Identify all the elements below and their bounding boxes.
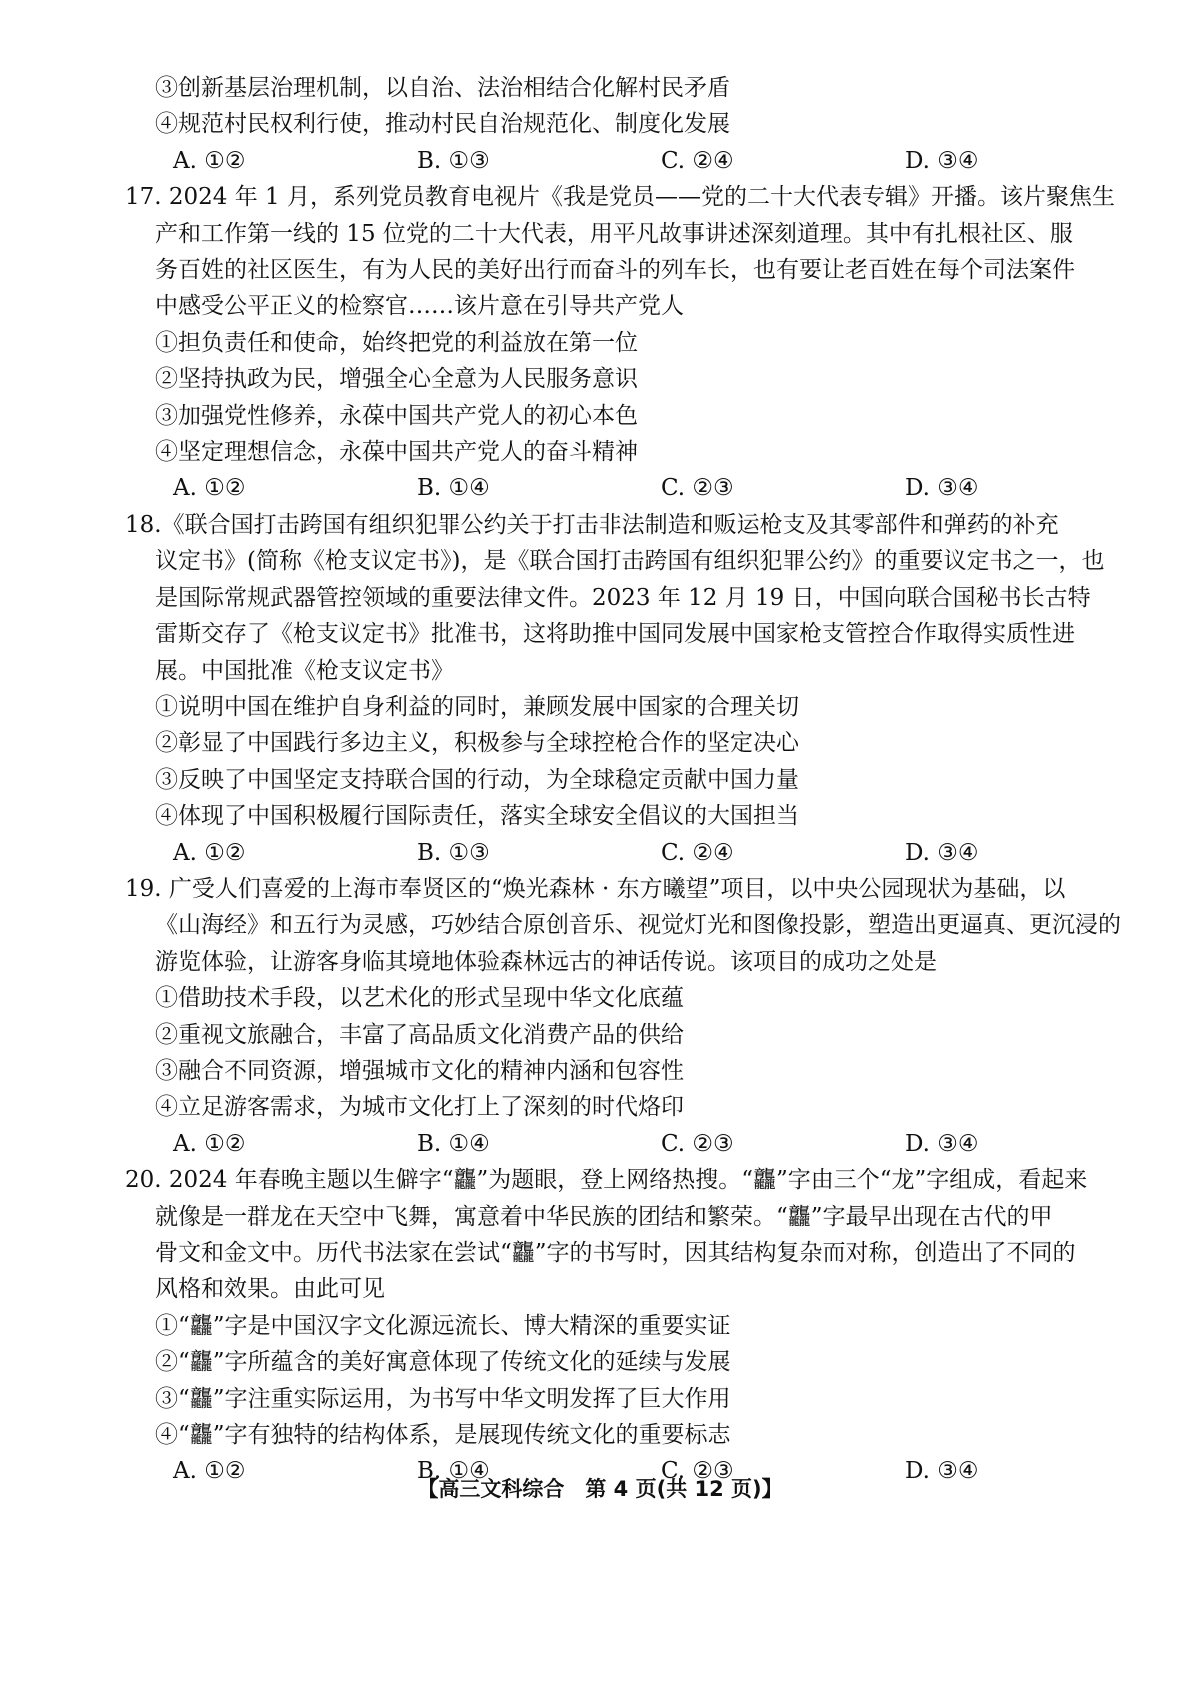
option-line: ③反映了中国坚定支持联合国的行动，为全球稳定贡献中国力量 (155, 766, 799, 793)
answer-c: C. ②④ (661, 839, 734, 866)
question-16-tail (125, 70, 1115, 179)
answer-a: A. ①② (173, 475, 246, 502)
answer-c: C. ②③ (661, 1458, 734, 1485)
question-stem-line: 17. 2024 年 1 月，系列党员教育电视片《我是党员——党的二十大代表专辑》开播。该片聚焦生 (125, 184, 1115, 211)
question-stem-line: 是国际常规武器管控领域的重要法律文件。2023 年 12 月 19 日，中国向联合国秘书长古特 (155, 584, 1091, 611)
question-stem-line: 就像是一群龙在天空中飞舞，寓意着中华民族的团结和繁荣。“龘”字最早出现在古代的甲 (155, 1203, 1053, 1230)
answer-a: A. ①② (173, 1130, 246, 1157)
answer-b: B. ①④ (417, 475, 490, 502)
option-line: ③“龘”字注重实际运用，为书写中华文明发挥了巨大作用 (155, 1385, 731, 1412)
question-stem-line: 风格和效果。由此可见 (155, 1276, 385, 1303)
question-stem-line: 中感受公平正义的检察官……该片意在引导共产党人 (155, 293, 684, 320)
option-line: ③加强党性修养，永葆中国共产党人的初心本色 (155, 402, 638, 429)
option-line: ②“龘”字所蕴含的美好寓意体现了传统文化的延续与发展 (155, 1349, 731, 1376)
question-17 (125, 179, 1115, 507)
question-18 (125, 507, 1115, 871)
answer-d: D. ③④ (905, 1130, 979, 1157)
answer-b: B. ①④ (417, 1130, 490, 1157)
answer-choices (125, 1126, 1115, 1162)
question-stem-line: 骨文和金文中。历代书法家在尝试“龘”字的书写时，因其结构复杂而对称，创造出了不同的 (155, 1240, 1076, 1266)
answer-c: C. ②③ (661, 1130, 734, 1157)
answer-d: D. ③④ (905, 839, 979, 866)
question-stem-line: 雷斯交存了《枪支议定书》批准书，这将助推中国同发展中国家枪支管控合作取得实质性进 (155, 621, 1075, 648)
answer-b: B. ①③ (417, 839, 490, 866)
option-line: ①“龘”字是中国汉字文化源远流长、博大精深的重要实证 (155, 1312, 731, 1339)
option-line: ④立足游客需求，为城市文化打上了深刻的时代烙印 (155, 1094, 684, 1121)
answer-d: D. ③④ (905, 147, 979, 174)
page-footer: 【高三文科综合 第 4 页(共 12 页)】 (417, 1477, 783, 1501)
answer-choices (125, 143, 1115, 179)
question-stem-line: 19. 广受人们喜爱的上海市奉贤区的“焕光森林 · 东方曦望”项目，以中央公园现状为基础，以 (125, 875, 1066, 902)
question-stem-line: 展。中国批准《枪支议定书》 (155, 657, 454, 684)
question-stem-line: 18.《联合国打击跨国有组织犯罪公约关于打击非法制造和贩运枪支及其零部件和弹药的补充 (125, 511, 1059, 538)
option-line: ②坚持执政为民，增强全心全意为人民服务意识 (155, 366, 638, 393)
question-stem-line: 游览体验，让游客身临其境地体验森林远古的神话传说。该项目的成功之处是 (155, 948, 937, 975)
question-19 (125, 871, 1121, 1162)
question-content (125, 70, 1121, 1490)
answer-choices (125, 835, 1115, 871)
answer-choices (125, 470, 1115, 506)
answer-a: A. ①② (173, 1458, 246, 1485)
question-stem-line: 《山海经》和五行为灵感，巧妙结合原创音乐、视觉灯光和图像投影，塑造出更逼真、更沉浸的 (155, 912, 1121, 939)
answer-d: D. ③④ (905, 1458, 979, 1485)
question-stem-line: 产和工作第一线的 15 位党的二十大代表，用平凡故事讲述深刻道理。其中有扎根社区、服 (155, 220, 1073, 247)
question-stem-line: 务百姓的社区医生，有为人民的美好出行而奋斗的列车长，也有要让老百姓在每个司法案件 (155, 257, 1075, 284)
question-20 (125, 1162, 1115, 1490)
option-line: ②彰显了中国践行多边主义，积极参与全球控枪合作的坚定决心 (155, 730, 799, 757)
option-line: ①担负责任和使命，始终把党的利益放在第一位 (155, 329, 638, 356)
question-stem-line: 20. 2024 年春晚主题以生僻字“龘”为题眼，登上网络热搜。“龘”字由三个“龙”字组成，看起来 (125, 1167, 1088, 1194)
answer-c: C. ②④ (661, 147, 734, 174)
answer-a: A. ①② (173, 147, 246, 174)
question-stem-line: 议定书》(简称《枪支议定书》)，是《联合国打击跨国有组织犯罪公约》的重要议定书之一，也 (155, 548, 1105, 575)
answer-c: C. ②③ (661, 475, 734, 502)
option-line: ①借助技术手段，以艺术化的形式呈现中华文化底蕴 (155, 985, 684, 1012)
answer-d: D. ③④ (905, 475, 979, 502)
option-line: ③创新基层治理机制，以自治、法治相结合化解村民矛盾 (155, 75, 730, 101)
option-line: ①说明中国在维护自身利益的同时，兼顾发展中国家的合理关切 (155, 693, 799, 720)
option-line: ④坚定理想信念，永葆中国共产党人的奋斗精神 (155, 439, 638, 466)
option-line: ④体现了中国积极履行国际责任，落实全球安全倡议的大国担当 (155, 803, 799, 830)
answer-b: B. ①③ (417, 147, 490, 174)
option-line: ③融合不同资源，增强城市文化的精神内涵和包容性 (155, 1057, 684, 1084)
answer-b: B. ①④ (417, 1458, 490, 1485)
answer-a: A. ①② (173, 839, 246, 866)
option-line: ④“龘”字有独特的结构体系，是展现传统文化的重要标志 (155, 1422, 731, 1449)
option-line: ②重视文旅融合，丰富了高品质文化消费产品的供给 (155, 1021, 684, 1048)
option-line: ④规范村民权利行使，推动村民自治规范化、制度化发展 (155, 111, 730, 138)
